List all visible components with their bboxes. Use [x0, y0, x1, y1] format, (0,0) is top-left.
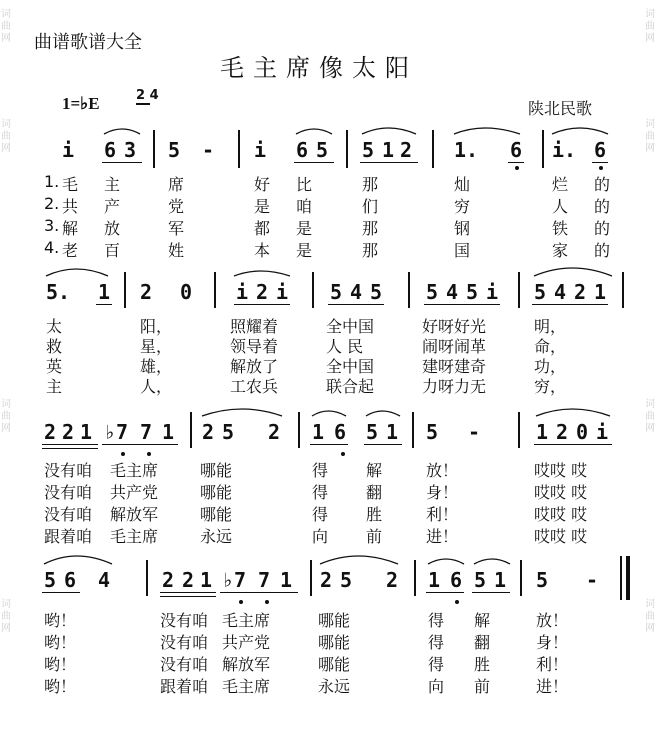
lyric: 雄， — [140, 357, 173, 376]
slur — [454, 128, 520, 134]
watermark-char: 网 — [645, 623, 655, 634]
lyric: 胜 — [366, 505, 383, 524]
lyric: 得 — [428, 611, 445, 630]
note: i — [596, 420, 609, 444]
lyric: 是 — [254, 197, 271, 216]
lyric: 胜 — [474, 655, 491, 674]
lyric: 共产党 — [110, 483, 159, 502]
note: 2 — [62, 420, 75, 444]
note: 1 — [200, 568, 213, 592]
watermark-char: 词 — [1, 9, 11, 20]
note: 2 — [162, 568, 175, 592]
note: - — [202, 138, 215, 162]
note: 5 — [222, 420, 235, 444]
lyric: 放 — [104, 219, 121, 238]
lyric: 哪能 — [200, 483, 233, 502]
lyric: 那 — [362, 175, 379, 194]
note: 5 — [330, 280, 343, 304]
lyric: 得 — [428, 655, 445, 674]
note: 3 — [124, 138, 137, 162]
lyric: 老 — [62, 241, 79, 260]
watermark-char: 曲 — [1, 611, 11, 622]
note: 6 — [594, 138, 607, 162]
watermark-char: 词 — [645, 399, 655, 410]
note: 5 — [44, 568, 57, 592]
slur — [362, 128, 416, 134]
lyric: 共 — [62, 197, 79, 216]
note: i — [62, 138, 75, 162]
lyric: 跟着咱 — [44, 527, 93, 546]
note: 7 — [258, 568, 271, 592]
lyric: 全中国 — [326, 317, 375, 336]
lyric: 人， — [140, 377, 173, 396]
lyric: 前 — [366, 527, 383, 546]
lyric: 身！ — [536, 633, 569, 652]
note: 1 — [494, 568, 507, 592]
lyric: 国 — [454, 241, 471, 260]
watermark-char: 曲 — [645, 411, 655, 422]
lyric: 哪能 — [318, 611, 351, 630]
lyric: 利！ — [536, 655, 569, 674]
note: 2 — [386, 568, 399, 592]
lyric: 明， — [534, 317, 567, 336]
lyric: 没有咱 — [44, 461, 93, 480]
lyric: 功， — [534, 357, 567, 376]
slur — [234, 271, 290, 276]
note: 6 — [450, 568, 463, 592]
note: ♭7 — [104, 420, 129, 444]
verse-number: 1. — [44, 172, 60, 191]
note: i — [254, 138, 267, 162]
lyric: 的 — [594, 175, 611, 194]
lyric: 哪能 — [200, 461, 233, 480]
note: 2 — [202, 420, 215, 444]
slur — [474, 559, 510, 564]
note: i — [486, 280, 499, 304]
lyric: 解 — [62, 219, 79, 238]
song-title: 毛主席像太阳 — [220, 54, 418, 82]
note: 5 — [426, 280, 439, 304]
lyric: 本 — [254, 241, 271, 260]
lyric: 进！ — [426, 527, 459, 546]
slur — [428, 559, 464, 564]
lyric: 共产党 — [222, 633, 271, 652]
song-source: 陕北民歌 — [528, 99, 593, 118]
watermark-char: 词 — [1, 599, 11, 610]
lyric: 们 — [362, 197, 379, 216]
lyric: 家 — [552, 241, 569, 260]
lyric: 照耀着 — [230, 317, 279, 336]
key-signature: 1=♭E — [62, 94, 100, 113]
lyric: 领导着 — [230, 337, 279, 356]
watermark-char: 曲 — [645, 131, 655, 142]
watermark-char: 网 — [645, 33, 655, 44]
watermark-char: 词 — [645, 599, 655, 610]
note: i — [236, 280, 249, 304]
lyric: 得 — [428, 633, 445, 652]
lyric: 联合起 — [326, 377, 375, 396]
lyric: 放！ — [426, 461, 459, 480]
lyric: 放！ — [536, 611, 569, 630]
lyric: 比 — [296, 175, 313, 194]
note: 2 — [44, 420, 57, 444]
meter-top: 2 — [136, 88, 146, 103]
lyric: 钢 — [454, 219, 471, 238]
lyric: 人 — [552, 197, 569, 216]
lyric: 哎哎 哎 — [534, 505, 588, 524]
lyric: 哟！ — [44, 611, 77, 630]
lyric: 解 — [474, 611, 491, 630]
lyric: 没有咱 — [160, 655, 209, 674]
lyric: 解放军 — [110, 505, 159, 524]
slur — [44, 556, 112, 564]
watermark-char: 曲 — [1, 411, 11, 422]
lyric: 好 — [254, 175, 271, 194]
note: 5 — [534, 280, 547, 304]
lyric: 向 — [312, 527, 329, 546]
site-name: 曲谱歌谱大全 — [34, 32, 142, 53]
lyric: 那 — [362, 241, 379, 260]
lyric: 穷 — [454, 197, 471, 216]
note: 2 — [182, 568, 195, 592]
lyric: 没有咱 — [44, 505, 93, 524]
lyric: 人 民 — [326, 337, 364, 356]
note: i. — [552, 138, 577, 162]
watermark-char: 词 — [1, 399, 11, 410]
lyric: 身！ — [426, 483, 459, 502]
lyric: 哟！ — [44, 655, 77, 674]
lyric: 得 — [312, 483, 329, 502]
note: 6 — [334, 420, 347, 444]
note: 1 — [536, 420, 549, 444]
lyric: 进！ — [536, 677, 569, 696]
note: 5 — [366, 420, 379, 444]
note: - — [586, 568, 599, 592]
lyric: 军 — [168, 219, 185, 238]
slur — [534, 268, 612, 276]
note: 6 — [104, 138, 117, 162]
note: 5 — [370, 280, 383, 304]
note: 5 — [536, 568, 549, 592]
lyric: 好呀好光 — [422, 317, 487, 336]
lyric: 跟着咱 — [160, 677, 209, 696]
note: 5 — [168, 138, 181, 162]
note: 5 — [426, 420, 439, 444]
slur — [296, 129, 332, 134]
watermark-char: 网 — [1, 623, 11, 634]
lyric: 产 — [104, 197, 121, 216]
lyric: 命， — [534, 337, 567, 356]
note: 1. — [454, 138, 479, 162]
lyric: 铁 — [552, 219, 569, 238]
note: 4 — [98, 568, 111, 592]
lyric: 向 — [428, 677, 445, 696]
lyric: 烂 — [552, 175, 569, 194]
slur — [552, 128, 608, 134]
slur — [536, 409, 610, 416]
lyric: 力呀力无 — [422, 377, 487, 396]
lyric: 灿 — [454, 175, 471, 194]
note: 1 — [162, 420, 175, 444]
lyric: 主 — [46, 377, 63, 396]
lyric: 建呀建奇 — [422, 357, 487, 376]
lyric: 解放了 — [230, 357, 279, 376]
note: 1 — [280, 568, 293, 592]
watermark-char: 网 — [1, 33, 11, 44]
note: 4 — [350, 280, 363, 304]
note: 1 — [594, 280, 607, 304]
note: 5 — [340, 568, 353, 592]
lyric: 哟！ — [44, 633, 77, 652]
note: 1 — [80, 420, 93, 444]
lyric: 席 — [168, 175, 185, 194]
lyric: 哎哎 哎 — [534, 527, 588, 546]
note: 2 — [320, 568, 333, 592]
note: 1 — [428, 568, 441, 592]
verse-number: 3. — [44, 216, 60, 235]
note: 1 — [312, 420, 325, 444]
watermark-char: 网 — [645, 143, 655, 154]
lyric: 翻 — [366, 483, 383, 502]
note: 4 — [554, 280, 567, 304]
lyric: 咱 — [296, 197, 313, 216]
slur — [312, 411, 346, 416]
lyric: 没有咱 — [160, 611, 209, 630]
note: 7 — [140, 420, 153, 444]
lyric: 解 — [366, 461, 383, 480]
note: 2 — [574, 280, 587, 304]
lyric: 毛 — [62, 175, 79, 194]
watermark-char: 网 — [1, 423, 11, 434]
note: 5 — [362, 138, 375, 162]
lyric: 得 — [312, 505, 329, 524]
verse-number: 4. — [44, 238, 60, 257]
lyric: 百 — [104, 241, 121, 260]
note: 5 — [466, 280, 479, 304]
slur — [46, 269, 108, 276]
note: 1 — [386, 420, 399, 444]
lyric: 毛主席 — [110, 461, 159, 480]
lyric: 是 — [296, 219, 313, 238]
lyric: 全中国 — [326, 357, 375, 376]
lyric: 闹呀闹革 — [422, 337, 487, 356]
lyric: 没有咱 — [44, 483, 93, 502]
lyric: 太 — [46, 317, 63, 336]
watermark-char: 曲 — [645, 611, 655, 622]
watermark-char: 曲 — [645, 21, 655, 32]
slur — [202, 409, 282, 416]
lyric: 哪能 — [318, 633, 351, 652]
watermark-char: 网 — [645, 423, 655, 434]
watermark-char: 词 — [645, 119, 655, 130]
note: 0 — [576, 420, 589, 444]
lyric: 哪能 — [318, 655, 351, 674]
slur — [366, 411, 400, 416]
watermark-char: 网 — [1, 143, 11, 154]
lyric: 毛主席 — [222, 677, 271, 696]
note: 5 — [474, 568, 487, 592]
lyric: 毛主席 — [222, 611, 271, 630]
lyric: 穷， — [534, 377, 567, 396]
note: 6 — [64, 568, 77, 592]
note: 1 — [98, 280, 111, 304]
watermark-char: 词 — [645, 9, 655, 20]
lyric: 没有咱 — [160, 633, 209, 652]
note: - — [468, 420, 481, 444]
lyric: 利！ — [426, 505, 459, 524]
lyric: 的 — [594, 241, 611, 260]
lyric: 哪能 — [200, 505, 233, 524]
lyric: 永远 — [318, 677, 351, 696]
lyric: 的 — [594, 219, 611, 238]
lyric: 解放军 — [222, 655, 271, 674]
lyric: 主 — [104, 175, 121, 194]
lyric: 哎哎 哎 — [534, 461, 588, 480]
note: 2 — [140, 280, 153, 304]
lyric: 都 — [254, 219, 271, 238]
lyric: 前 — [474, 677, 491, 696]
slur — [104, 129, 140, 134]
note: 1 — [382, 138, 395, 162]
note: 4 — [446, 280, 459, 304]
meter-bottom: 4 — [149, 88, 159, 103]
note: 5 — [316, 138, 329, 162]
note: 2 — [556, 420, 569, 444]
note: 6 — [296, 138, 309, 162]
lyric: 是 — [296, 241, 313, 260]
note: ♭7 — [222, 568, 247, 592]
watermark-char: 曲 — [1, 21, 11, 32]
note: i — [276, 280, 289, 304]
lyric: 救 — [46, 337, 63, 356]
note: 5. — [46, 280, 71, 304]
lyric: 永远 — [200, 527, 233, 546]
lyric: 哟！ — [44, 677, 77, 696]
lyric: 哎哎 哎 — [534, 483, 588, 502]
note: 0 — [180, 280, 193, 304]
lyric: 毛主席 — [110, 527, 159, 546]
note: 2 — [268, 420, 281, 444]
lyric: 翻 — [474, 633, 491, 652]
watermark-char: 曲 — [1, 131, 11, 142]
verse-number: 2. — [44, 194, 60, 213]
lyric: 姓 — [168, 241, 185, 260]
lyric: 的 — [594, 197, 611, 216]
lyric: 得 — [312, 461, 329, 480]
lyric: 党 — [168, 197, 185, 216]
watermark-char: 词 — [1, 119, 11, 130]
lyric: 英 — [46, 357, 63, 376]
note: 2 — [400, 138, 413, 162]
note: 6 — [510, 138, 523, 162]
lyric: 那 — [362, 219, 379, 238]
note: 2 — [256, 280, 269, 304]
lyric: 星， — [140, 337, 173, 356]
slur — [320, 556, 398, 564]
lyric: 阳， — [140, 317, 173, 336]
lyric: 工农兵 — [230, 377, 279, 396]
